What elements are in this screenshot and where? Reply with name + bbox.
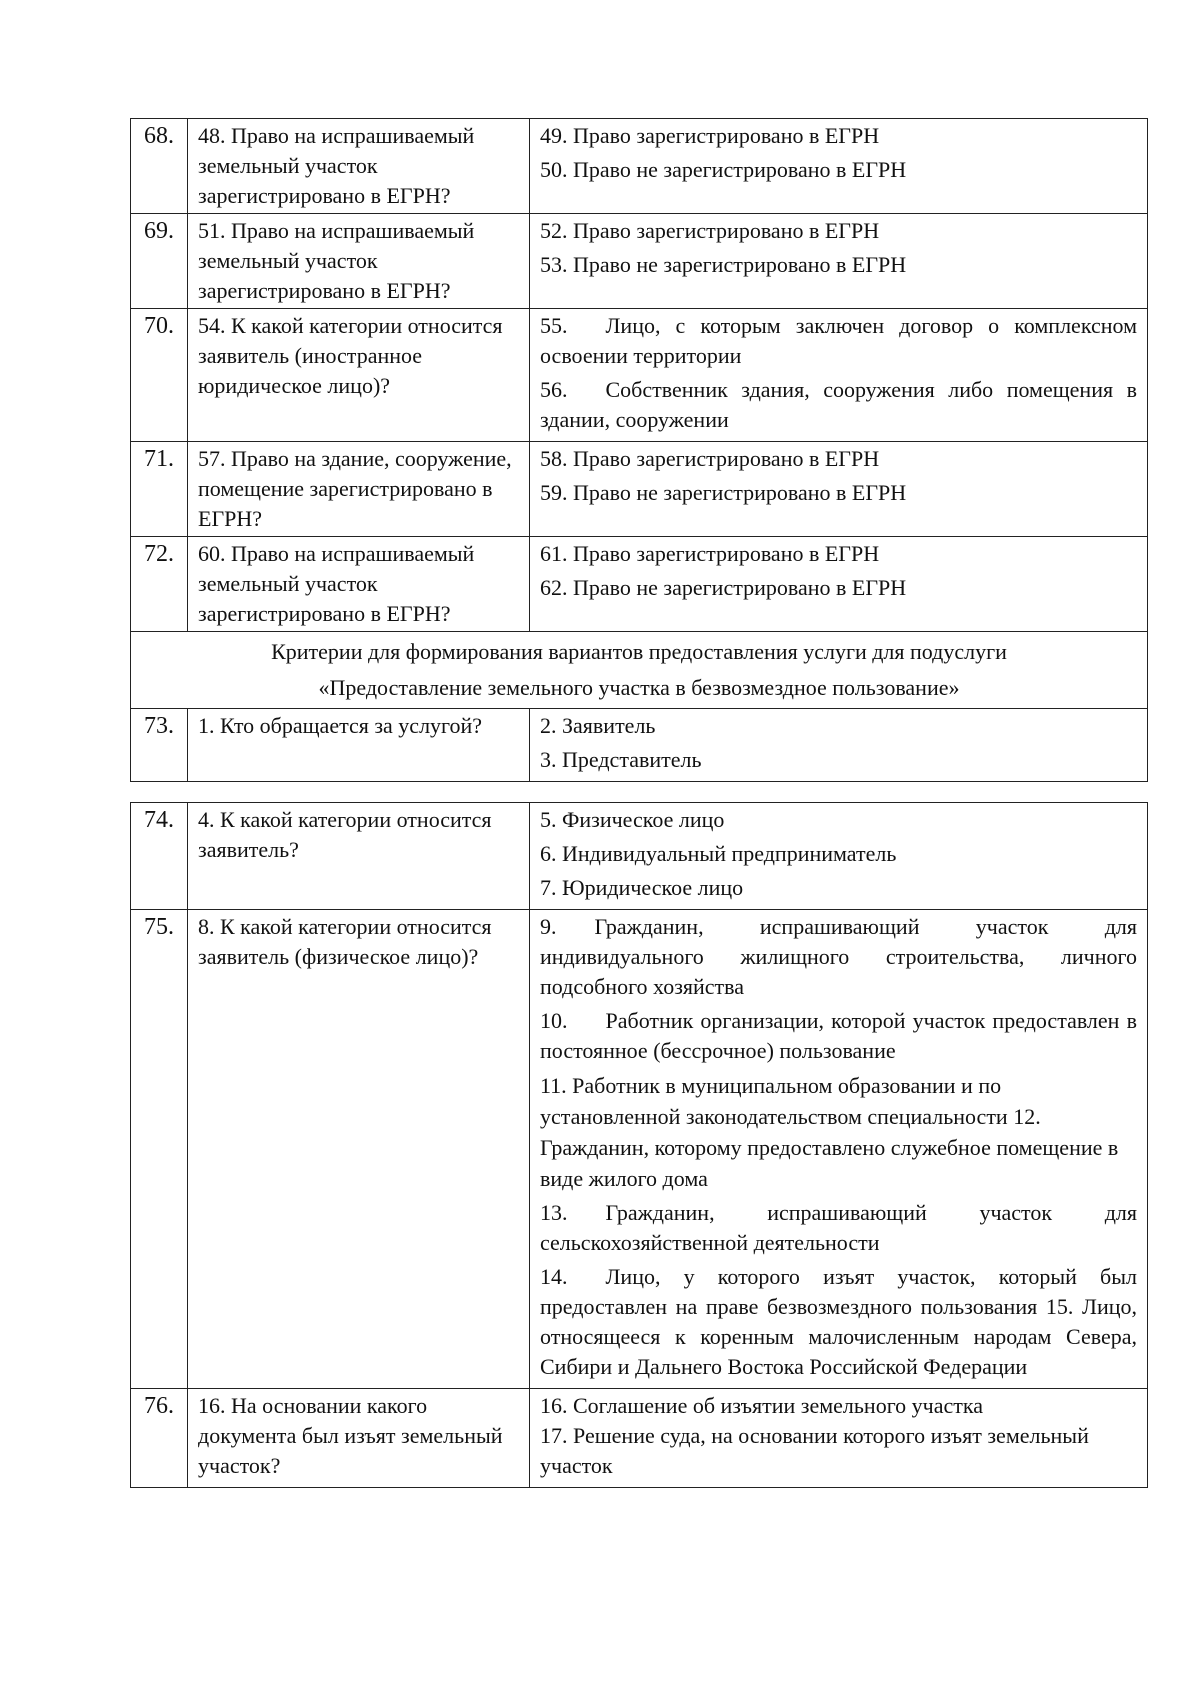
question-cell: 57. Право на здание, сооружение, помещение зарегистрировано в ЕГРН? (188, 442, 530, 537)
question-cell: 54. К какой категории относится заявитель (иностранное юридическое лицо)? (188, 309, 530, 442)
answer-option: 5. Физическое лицо (540, 807, 725, 832)
answer-option (540, 1198, 1137, 1258)
answer-option: 59. Право не зарегистрировано в ЕГРН (540, 480, 907, 505)
section-header-row (131, 632, 1148, 709)
answer-number: 10. (540, 1008, 568, 1033)
row-number: 69. (131, 214, 188, 309)
answer-option (540, 1262, 1137, 1382)
answer-option (540, 1006, 1137, 1066)
row-number: 72. (131, 537, 188, 632)
table-row (131, 1389, 1148, 1488)
answer-cell (530, 119, 1148, 214)
answer-text: Работник организации, которой участок предоставлен в постоянное (бессрочное) пользование (540, 1008, 1137, 1063)
table-row (131, 119, 1148, 214)
answer-option: 49. Право зарегистрировано в ЕГРН (540, 123, 880, 148)
table-row (131, 709, 1148, 782)
row-number: 73. (131, 709, 188, 782)
answer-option: 11. Работник в муниципальном образовании и по установленной законодательством специальности 12. Гражданин, которому предоставлено служебное помещение в виде жилого дома (540, 1073, 1119, 1191)
question-cell: 1. Кто обращается за услугой? (188, 709, 530, 782)
answer-cell (530, 214, 1148, 309)
answer-cell (530, 537, 1148, 632)
question-cell: 51. Право на испрашиваемый земельный участок зарегистрировано в ЕГРН? (188, 214, 530, 309)
row-number: 74. (131, 803, 188, 910)
criteria-table-1 (130, 118, 1148, 782)
answer-option (540, 375, 1137, 435)
criteria-table-2 (130, 802, 1148, 1488)
answer-option: 53. Право не зарегистрировано в ЕГРН (540, 252, 907, 277)
table-row (131, 537, 1148, 632)
answer-option (540, 311, 1137, 371)
answer-text: Собственник здания, сооружения либо помещения в здании, сооружении (540, 377, 1137, 432)
answer-option: 52. Право зарегистрировано в ЕГРН (540, 218, 880, 243)
answer-option: 17. Решение суда, на основании которого изъят земельный участок (540, 1423, 1089, 1478)
section-header (131, 632, 1148, 709)
answer-option: 62. Право не зарегистрировано в ЕГРН (540, 575, 907, 600)
row-number: 68. (131, 119, 188, 214)
answer-option (540, 912, 1137, 1002)
answer-option: 3. Представитель (540, 747, 702, 772)
answer-cell (530, 709, 1148, 782)
question-cell: 8. К какой категории относится заявитель (физическое лицо)? (188, 910, 530, 1389)
row-number: 71. (131, 442, 188, 537)
answer-number: 14. (540, 1264, 568, 1289)
question-cell: 60. Право на испрашиваемый земельный участок зарегистрировано в ЕГРН? (188, 537, 530, 632)
section-title-line: Критерии для формирования вариантов предоставления услуги для подуслуги (271, 639, 1007, 664)
table-row (131, 910, 1148, 1389)
answer-cell (530, 309, 1148, 442)
answer-number: 13. (540, 1200, 568, 1225)
table-row (131, 803, 1148, 910)
answer-text: Гражданин, испрашивающий участок для сельскохозяйственной деятельности (540, 1200, 1137, 1255)
row-number: 70. (131, 309, 188, 442)
answer-option: 16. Соглашение об изъятии земельного участка (540, 1393, 984, 1418)
question-cell: 48. Право на испрашиваемый земельный участок зарегистрировано в ЕГРН? (188, 119, 530, 214)
answer-cell (530, 442, 1148, 537)
row-number: 75. (131, 910, 188, 1389)
answer-option: 2. Заявитель (540, 713, 656, 738)
row-number: 76. (131, 1389, 188, 1488)
answer-text: Лицо, у которого изъят участок, который был предоставлен на праве безвозмездного пользования 15. Лицо, относящееся к коренным малочисленным народам Севера, Сибири и Дальнего Востока Российской Федерации (540, 1264, 1137, 1379)
answer-number: 9. (540, 914, 557, 939)
answer-text: Гражданин, испрашивающий участок для индивидуального жилищного строительства, личного подсобного хозяйства (540, 914, 1137, 999)
answer-option: 50. Право не зарегистрировано в ЕГРН (540, 157, 907, 182)
question-cell: 4. К какой категории относится заявитель? (188, 803, 530, 910)
answer-cell (530, 1389, 1148, 1488)
answer-cell (530, 910, 1148, 1389)
question-cell: 16. На основании какого документа был изъят земельный участок? (188, 1389, 530, 1488)
table-row (131, 214, 1148, 309)
table-row (131, 442, 1148, 537)
table-row (131, 309, 1148, 442)
answer-cell (530, 803, 1148, 910)
answer-text: Лицо, с которым заключен договор о комплексном освоении территории (540, 313, 1137, 368)
answer-option: 7. Юридическое лицо (540, 875, 744, 900)
section-title-line: «Предоставление земельного участка в безвозмездное пользование» (318, 675, 960, 700)
answer-number: 56. (540, 377, 568, 402)
answer-option: 58. Право зарегистрировано в ЕГРН (540, 446, 880, 471)
answer-option: 6. Индивидуальный предприниматель (540, 841, 897, 866)
answer-option: 61. Право зарегистрировано в ЕГРН (540, 541, 880, 566)
answer-number: 55. (540, 313, 568, 338)
